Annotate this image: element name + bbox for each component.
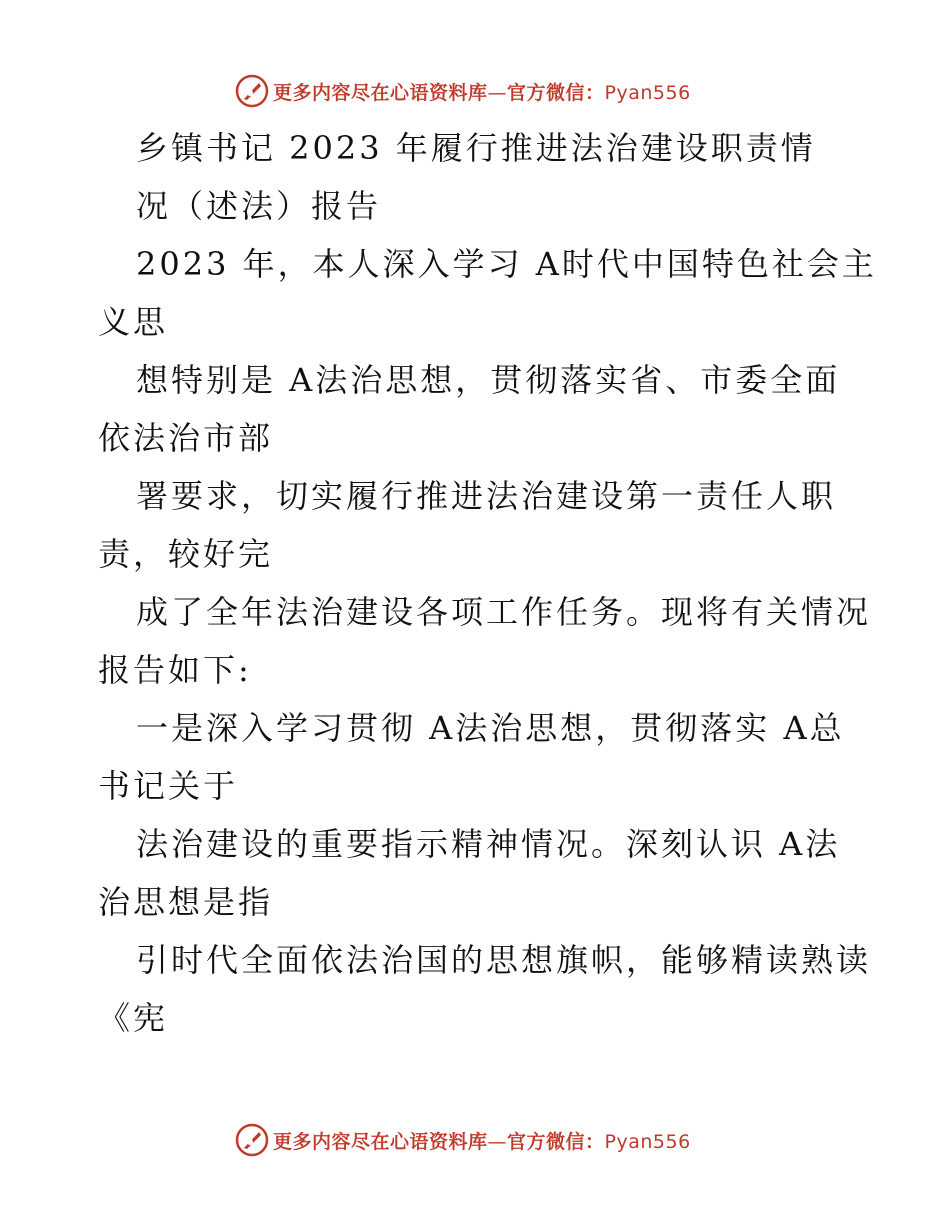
watermark-id: Pyan556 [604, 1130, 691, 1153]
footer-watermark [235, 1122, 691, 1158]
paragraph-line: 法治建设的重要指示精神情况。深刻认识 A法 [136, 825, 841, 863]
watermark-dash: — [487, 81, 508, 104]
paragraph-line: 义思 [98, 303, 169, 341]
paragraph-line: 2023 年，本人深入学习 A时代中国特色社会主 [136, 245, 877, 283]
paragraph-line: 治思想是指 [98, 883, 274, 921]
paragraph-line: 一是深入学习贯彻 A法治思想，贯彻落实 A总 [136, 709, 845, 747]
paragraph-line: 书记关于 [98, 767, 239, 805]
watermark-id: Pyan556 [604, 81, 691, 104]
paragraph-line: 署要求，切实履行推进法治建设第一责任人职 [136, 477, 837, 515]
paragraph-line: 引时代全面依法治国的思想旗帜，能够精读熟读 [136, 941, 872, 979]
watermark-suffix: 官方微信： [507, 81, 605, 104]
watermark-title: 更多内容尽在心语资料库 [273, 1130, 488, 1153]
watermark-title: 更多内容尽在心语资料库 [273, 81, 488, 104]
paragraph-line: 想特别是 A法治思想，贯彻落实省、市委全面 [136, 361, 841, 399]
doc-title-line-2: 况（述法）报告 [136, 187, 382, 225]
header-watermark [235, 73, 691, 109]
doc-title-line-1: 乡镇书记 2023 年履行推进法治建设职责情 [136, 129, 816, 167]
watermark-suffix: 官方微信： [507, 1130, 605, 1153]
paragraph-line: 责，较好完 [98, 535, 274, 573]
watermark-dash: — [487, 1130, 508, 1153]
paragraph-line: 依法治市部 [98, 419, 274, 457]
quill-logo-icon [235, 74, 269, 108]
paragraph-line: 成了全年法治建设各项工作任务。现将有关情况 [136, 593, 872, 631]
paragraph-line: 报告如下: [98, 651, 252, 689]
quill-logo-icon [235, 1123, 269, 1157]
paragraph-line: 《宪 [98, 999, 169, 1037]
